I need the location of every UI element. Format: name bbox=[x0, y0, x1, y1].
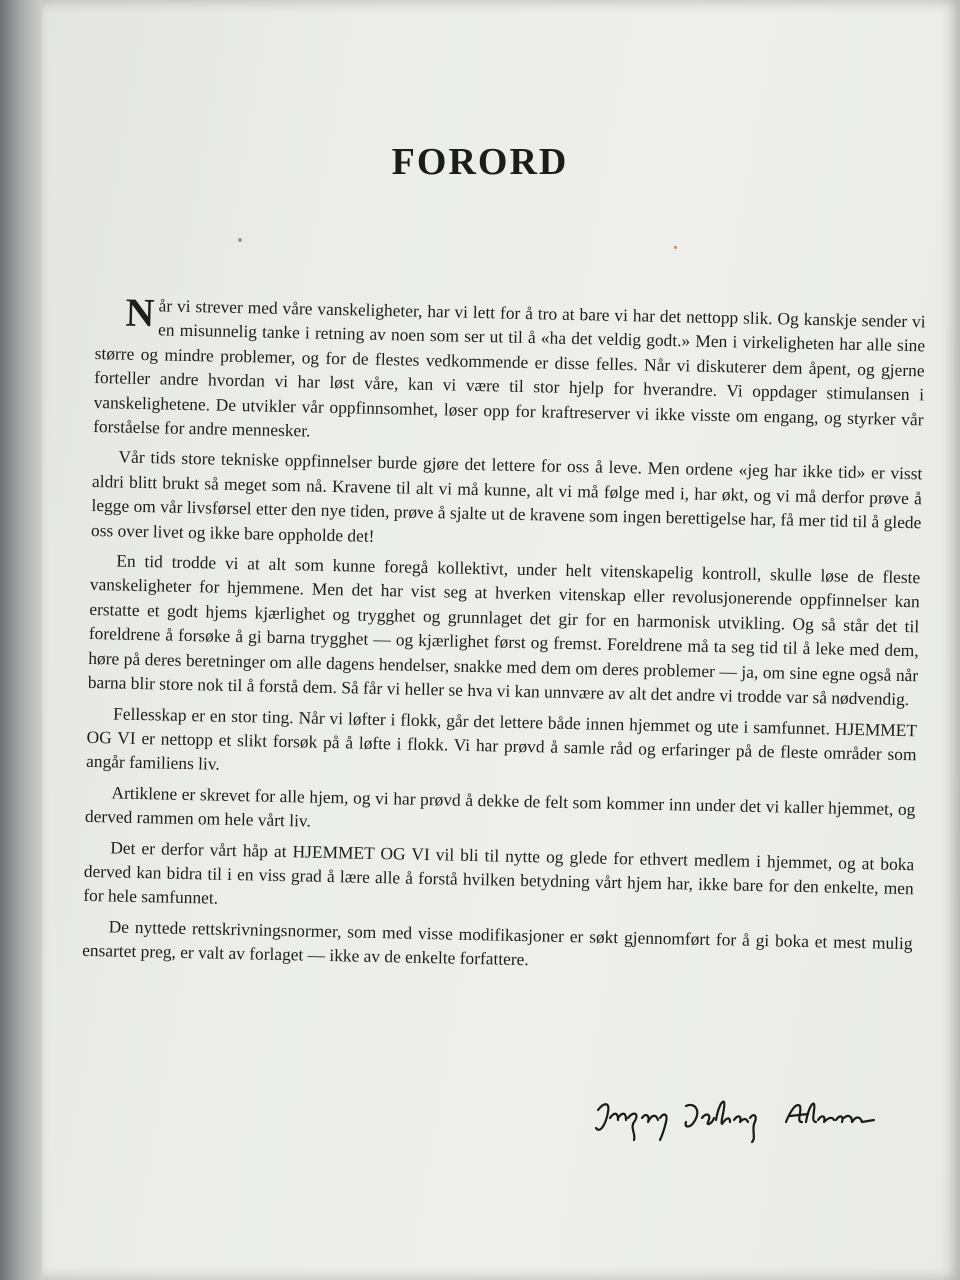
paragraph-text: år vi strever med våre vanskeligheter, har vi lett for å tro at bare vi har det nettopp slik. Og kanskje sender vi en misunnelig tanke i retning av noen som ser ut til å «ha det veldig godt.» Men i virkeligheten har alle sine større og mindre problemer, og for de flestes vedkommende er disse felles. Når vi diskuterer dem åpent, og gjerne forteller andre hvordan vi har løst våre, kan vi være til stor hjelp for hverandre. Vi oppdager stimulansen i vanskelighetene. De utvikler vår oppfinnsomhet, løser opp for kraftreserver vi ikke visste om engang, og styrker vår forståelse for andre mennesker. bbox=[92, 295, 926, 441]
foreword-body bbox=[82, 289, 926, 986]
paragraph: Fellesskap er en stor ting. Når vi løfter i flokk, går det lettere både innen hjemmet og ute i samfunnet. HJEMMET OG VI er nettopp et slikt forsøk på å løfte i flokk. Vi har prøvd å samle råd og erfaringer på de fleste områder som angår familiens liv. bbox=[85, 702, 918, 775]
handwritten-signature bbox=[590, 1088, 890, 1148]
paper-spot bbox=[674, 246, 677, 249]
paragraph: Det er derfor vårt håp at HJEMMET OG VI vil bli til nytte og glede for ethvert medlem i hjemmet, og at boka derved kan bidra til i en viss grad å lære alle å forstå hvilken betydning vårt hjem har, ikke bare for den enkelte, men for hele samfunnet. bbox=[83, 836, 915, 909]
page-title: FORORD bbox=[391, 141, 569, 183]
drop-cap: N bbox=[125, 289, 155, 336]
paragraph: Artiklene er skrevet for alle hjem, og vi har prøvd å dekke de felt som kommer inn under det vi kaller hjemmet, og derved rammen om hele vårt liv. bbox=[84, 782, 916, 831]
paragraph: De nyttede rettskrivningsnormer, som med visse modifikasjoner er søkt gjennomført for å gi boka et mest mulig ensartet preg, er valt av forlaget — ikke av de enkelte forfattere. bbox=[82, 916, 913, 970]
book-gutter bbox=[0, 0, 46, 1280]
paper-spot bbox=[238, 238, 242, 242]
paragraph bbox=[92, 289, 926, 456]
paragraph: Vår tids store tekniske oppfinnelser burde gjøre det lettere for oss å leve. Men ordene «jeg har ikke tid» er visst aldri blitt brukt så meget som nå. Kravene til alt vi må kunne, alt vi må følge med i, har økt, og vi må derfor prøve å legge om vår livsførsel etter den nye tiden, prøve å sjalte ut de kravene som ingen berettigelse har, få mer tid til å glede oss over livet og ikke bare oppholde det! bbox=[90, 446, 923, 546]
paragraph: En tid trodde vi at alt som kunne foregå kollektivt, under helt vitenskapelig kontroll, skulle løse de fleste vanskeligheter for hjemmene. Men det har vist seg at hverken vitenskap eller revolusjonerende oppfinnelser kan erstatte et godt hjems kjærlighet og trygghet og grunnlaget det gir for en harmonisk utvikling. Og så står det til foreldrene å forsøke å gi barna trygghet — og kjærlighet først og fremst. Foreldrene må ta seg tid til å leke med dem, høre på deres beretninger om alle dagens hendelser, snakke med dem om deres problemer — ja, om sine egne også når barna blir store nok til å forstå dem. Så får vi heller se hva vi kan unnvære av alt det andre vi trodde var så nødvendig. bbox=[87, 550, 921, 710]
